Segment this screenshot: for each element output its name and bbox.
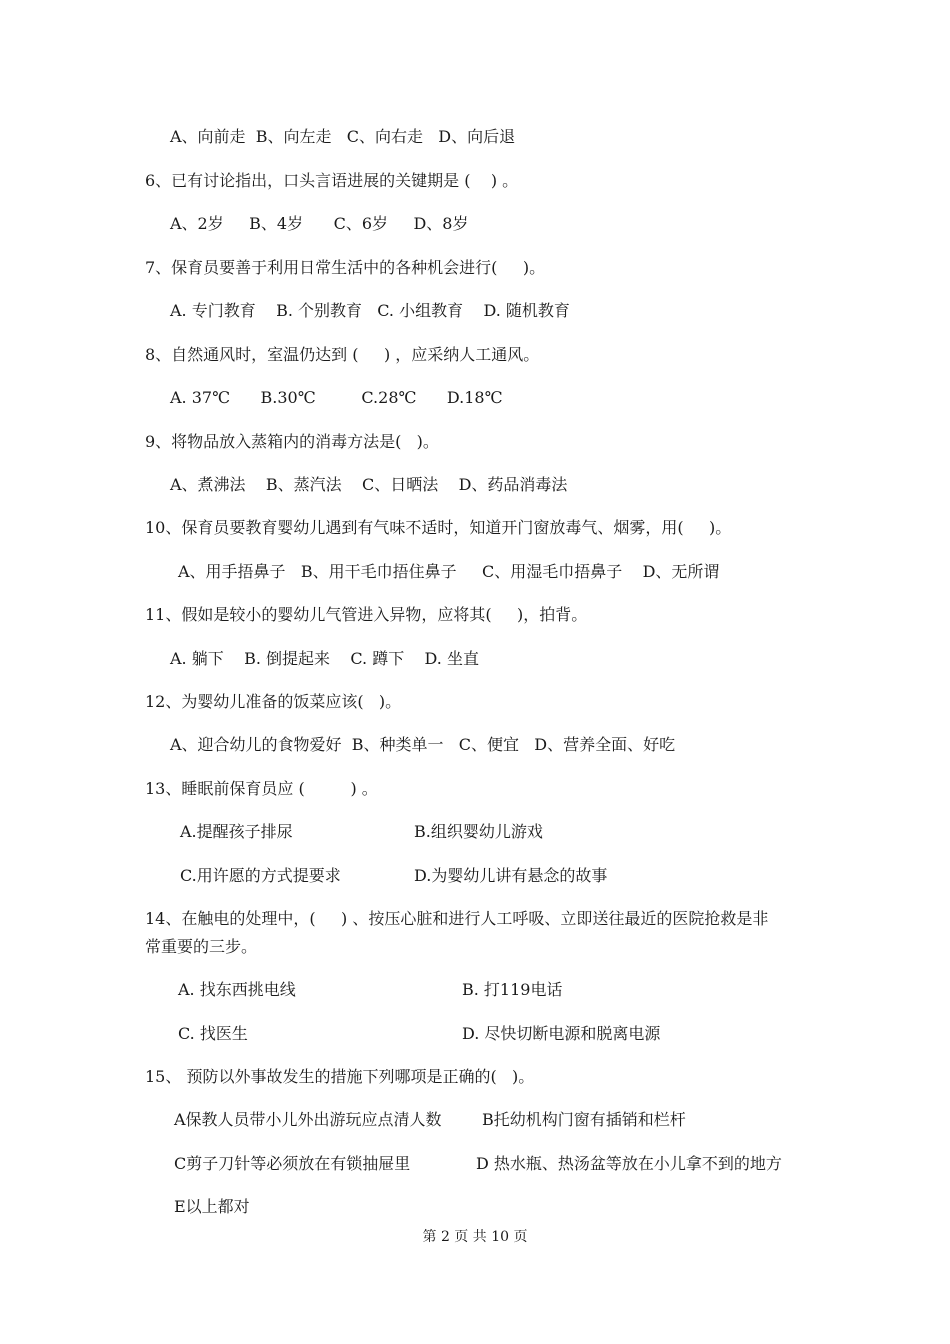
q14-option-a: A. 找东西挑电线 <box>178 980 296 999</box>
q13-option-b: B.组织婴幼儿游戏 <box>414 822 543 841</box>
page-footer: 第 2 页 共 10 页 <box>422 1229 528 1245</box>
q14-option-d: D. 尽快切断电源和脱离电源 <box>462 1024 661 1043</box>
q15-option-a: A保教人员带小儿外出游玩应点清人数 <box>174 1110 442 1129</box>
q15-option-e: E以上都对 <box>174 1197 250 1216</box>
q6-options: A、2岁 B、4岁 C、6岁 D、8岁 <box>170 214 469 233</box>
q15-option-d: D 热水瓶、热汤盆等放在小儿拿不到的地方 <box>476 1154 782 1173</box>
q7-options: A. 专门教育 B. 个别教育 C. 小组教育 D. 随机教育 <box>170 301 570 320</box>
q15-option-c: C剪子刀针等必须放在有锁抽屉里 <box>174 1154 411 1173</box>
q12-options: A、迎合幼儿的食物爱好 B、种类单一 C、便宜 D、营养全面、好吃 <box>170 735 676 754</box>
q13-option-d: D.为婴幼儿讲有悬念的故事 <box>414 866 608 885</box>
q13-option-a: A.提醒孩子排尿 <box>180 822 293 841</box>
q14-option-c: C. 找医生 <box>178 1024 248 1043</box>
question-11: 11、假如是较小的婴幼儿气管进入异物，应将其( )，拍背。 <box>145 605 588 624</box>
q13-option-c: C.用许愿的方式提要求 <box>180 866 341 885</box>
question-14: 14、在触电的处理中，( ) 、按压心脏和进行人工呼吸、立即送往最近的医院抢救是非 <box>145 909 769 928</box>
q15-option-b: B托幼机构门窗有插销和栏杆 <box>482 1110 686 1129</box>
question-7: 7、保育员要善于利用日常生活中的各种机会进行( )。 <box>145 258 546 277</box>
question-13: 13、睡眠前保育员应 ( ) 。 <box>145 779 378 798</box>
question-6: 6、已有讨论指出，口头言语进展的关键期是 ( ) 。 <box>145 171 519 190</box>
question-12: 12、为婴幼儿准备的饭菜应该( )。 <box>145 692 402 711</box>
question-14-cont: 常重要的三步。 <box>145 937 258 956</box>
question-10: 10、保育员要教育婴幼儿遇到有气味不适时，知道开门窗放毒气、烟雾，用( )。 <box>145 518 732 537</box>
q9-options: A、煮沸法 B、蒸汽法 C、日晒法 D、药品消毒法 <box>170 475 568 494</box>
question-9: 9、将物品放入蒸箱内的消毒方法是( )。 <box>145 432 439 451</box>
q8-options: A. 37℃ B.30℃ C.28℃ D.18℃ <box>170 388 503 407</box>
q10-options: A、用手捂鼻子 B、用干毛巾捂住鼻子 C、用湿毛巾捂鼻子 D、无所谓 <box>178 562 720 581</box>
question-8: 8、自然通风时，室温仍达到 ( ) ，应采纳人工通风。 <box>145 345 540 364</box>
q14-option-b: B. 打119电话 <box>462 980 563 999</box>
q11-options: A. 躺下 B. 倒提起来 C. 蹲下 D. 坐直 <box>170 649 479 668</box>
q5-options: A、向前走 B、向左走 C、向右走 D、向后退 <box>170 127 516 146</box>
question-15: 15、 预防以外事故发生的措施下列哪项是正确的( )。 <box>145 1067 535 1086</box>
